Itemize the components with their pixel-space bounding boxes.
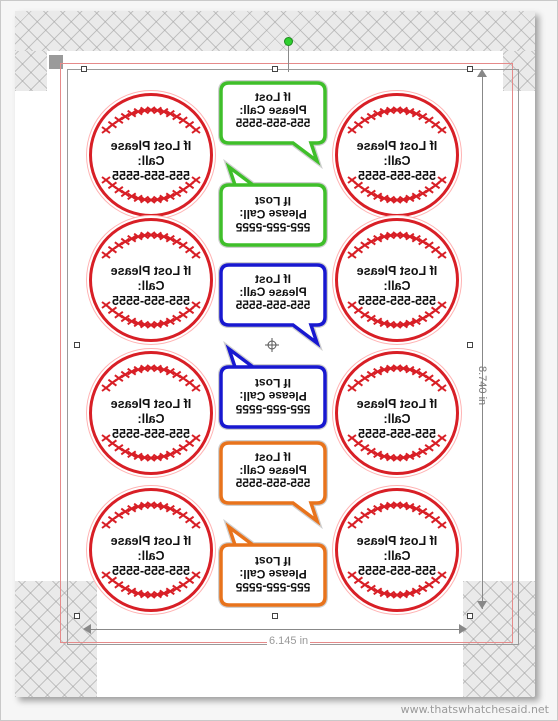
baseball-label-5[interactable]: [89, 351, 213, 475]
baseball-label-line2: 555-555-5555: [358, 294, 436, 308]
baseball-label-line1: If Lost Please Call:: [356, 397, 438, 426]
baseball-label-1[interactable]: [89, 93, 213, 217]
baseball-label-3[interactable]: [89, 218, 213, 342]
speech-bubble-line-3: 555-555-5555: [235, 116, 311, 130]
speech-bubble-label-1[interactable]: [215, 77, 331, 169]
speech-bubble-label-5[interactable]: [215, 437, 331, 529]
speech-bubble-text: [227, 376, 319, 415]
baseball-label-8[interactable]: [335, 488, 459, 612]
baseball-label-text: [100, 534, 202, 579]
baseball-label-text: [100, 139, 202, 184]
baseball-label-line1: If Lost Please Call:: [110, 534, 192, 563]
resize-handle-top-left[interactable]: [81, 66, 87, 72]
resize-handle-top[interactable]: [272, 66, 278, 72]
speech-bubble-line-3: 555-555-5555: [235, 476, 311, 490]
baseball-label-line1: If Lost Please Call:: [110, 397, 192, 426]
baseball-label-line2: 555-555-5555: [358, 564, 436, 578]
baseball-label-2[interactable]: [335, 93, 459, 217]
speech-bubble-line-1: If Lost: [255, 90, 291, 104]
watermark-text: www.thatswhatchesaid.net: [400, 703, 549, 716]
baseball-label-text: [346, 139, 448, 184]
resize-handle-left[interactable]: [74, 342, 80, 348]
baseball-label-text: [346, 264, 448, 309]
speech-bubble-line-1: 555-555-5555: [235, 402, 311, 416]
baseball-label-line2: 555-555-5555: [112, 564, 190, 578]
height-dimension-line: [482, 71, 483, 609]
baseball-label-4[interactable]: [335, 218, 459, 342]
mat-border-left-top: [15, 51, 47, 91]
speech-bubble-line-1: If Lost: [255, 272, 291, 286]
speech-bubble-line-2: Please Call:: [239, 389, 307, 403]
baseball-label-6[interactable]: [335, 351, 459, 475]
baseball-label-line2: 555-555-5555: [358, 169, 436, 183]
speech-bubble-text: [227, 91, 319, 130]
height-arrow-bottom-icon: [477, 601, 487, 609]
width-arrow-left-icon: [83, 624, 91, 634]
baseball-label-7[interactable]: [89, 488, 213, 612]
baseball-label-text: [346, 397, 448, 442]
speech-bubble-text: [227, 194, 319, 233]
height-arrow-top-icon: [477, 69, 487, 77]
baseball-label-text: [346, 534, 448, 579]
baseball-label-line1: If Lost Please Call:: [356, 264, 438, 293]
speech-bubble-line-2: Please Call:: [239, 285, 307, 299]
baseball-label-line2: 555-555-5555: [112, 294, 190, 308]
baseball-label-line1: If Lost Please Call:: [356, 139, 438, 168]
resize-handle-bottom[interactable]: [272, 613, 278, 619]
mat-border-top: [15, 11, 535, 51]
speech-bubble-line-3: If Lost: [255, 554, 291, 568]
resize-handle-bottom-left[interactable]: [74, 613, 80, 619]
speech-bubble-text: [227, 451, 319, 490]
speech-bubble-line-2: Please Call:: [239, 207, 307, 221]
speech-bubble-line-3: 555-555-5555: [235, 298, 311, 312]
width-dimension-line: [85, 629, 465, 630]
baseball-label-text: [100, 397, 202, 442]
speech-bubble-label-4[interactable]: [215, 341, 331, 433]
speech-bubble-label-6[interactable]: [215, 519, 331, 611]
speech-bubble-label-2[interactable]: [215, 159, 331, 251]
speech-bubble-line-1: 555-555-5555: [235, 220, 311, 234]
speech-bubble-line-2: Please Call:: [239, 103, 307, 117]
speech-bubble-line-3: If Lost: [255, 194, 291, 208]
width-arrow-right-icon: [459, 624, 467, 634]
speech-bubble-line-2: Please Call:: [239, 567, 307, 581]
baseball-label-line2: 555-555-5555: [112, 427, 190, 441]
speech-bubble-text: [227, 273, 319, 312]
rotate-handle[interactable]: [284, 37, 293, 46]
baseball-label-line1: If Lost Please Call:: [110, 139, 192, 168]
resize-handle-top-right[interactable]: [467, 66, 473, 72]
baseball-label-text: [100, 264, 202, 309]
speech-bubble-line-3: If Lost: [255, 376, 291, 390]
baseball-label-line1: If Lost Please Call:: [356, 534, 438, 563]
rotate-stem: [288, 46, 289, 72]
page-mat: [15, 11, 535, 697]
resize-handle-bottom-right[interactable]: [467, 613, 473, 619]
speech-bubble-line-1: 555-555-5555: [235, 580, 311, 594]
speech-bubble-line-2: Please Call:: [239, 463, 307, 477]
speech-bubble-text: [227, 554, 319, 593]
speech-bubble-label-3[interactable]: [215, 259, 331, 351]
speech-bubble-line-1: If Lost: [255, 450, 291, 464]
resize-handle-right[interactable]: [467, 342, 473, 348]
baseball-label-line2: 555-555-5555: [112, 169, 190, 183]
baseball-label-line2: 555-555-5555: [358, 427, 436, 441]
width-dimension-label: 6.145 in: [269, 635, 309, 647]
baseball-label-line1: If Lost Please Call:: [110, 264, 192, 293]
height-dimension-label: 8.740 in: [476, 366, 488, 406]
